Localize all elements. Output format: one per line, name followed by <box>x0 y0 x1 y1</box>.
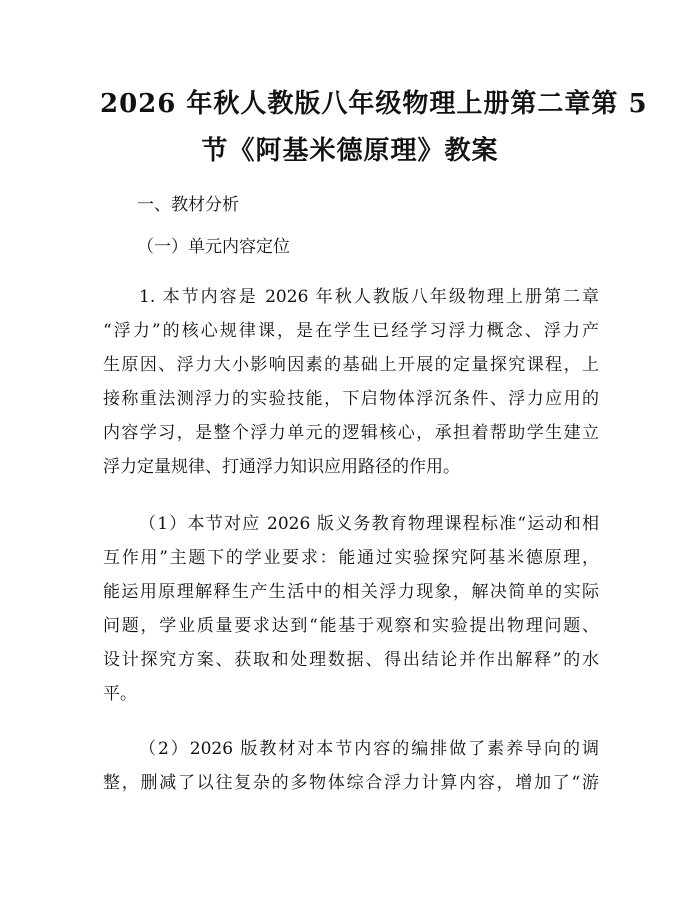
paragraph-line: （1）本节对应 2026 版义务教育物理课程标准“运动和相 <box>139 514 599 534</box>
paragraph-line: 整，删减了以往复杂的多物体综合浮力计算内容，增加了“游 <box>103 773 599 793</box>
subsection-heading: （一）单元内容定位 <box>137 237 290 257</box>
paragraph-line: “浮力”的核心规律课，是在学生已经学习浮力概念、浮力产 <box>103 321 599 341</box>
paragraph-1 <box>103 280 599 484</box>
paragraph-line: 接称重法测浮力的实验技能，下启物体浮沉条件、浮力应用的 <box>103 389 599 409</box>
paragraph-line: 能运用原理解释生产生活中的相关浮力现象，解决简单的实际 <box>103 582 599 602</box>
section-heading: 一、教材分析 <box>137 195 239 215</box>
paragraph-line: 内容学习，是整个浮力单元的逻辑核心，承担着帮助学生建立 <box>103 423 599 443</box>
document-title-line-2: 节《阿基米德原理》教案 <box>201 136 499 166</box>
paragraph-2 <box>103 507 599 711</box>
paragraph-line: 生原因、浮力大小影响因素的基础上开展的定量探究课程，上 <box>103 355 599 375</box>
paragraph-line: 平。 <box>103 684 137 704</box>
paragraph-line: （2）2026 版教材对本节内容的编排做了素养导向的调 <box>139 739 599 759</box>
paragraph-line: 1. 本节内容是 2026 年秋人教版八年级物理上册第二章 <box>139 287 599 307</box>
paragraph-3 <box>103 732 599 800</box>
paragraph-line: 问题，学业质量要求达到“能基于观察和实验提出物理问题、 <box>103 616 599 636</box>
document-title-line-1: 2026 年秋人教版八年级物理上册第二章第 5 <box>100 89 648 119</box>
paragraph-line: 互作用”主题下的学业要求：能通过实验探究阿基米德原理， <box>103 548 599 568</box>
paragraph-line: 设计探究方案、获取和处理数据、得出结论并作出解释”的水 <box>103 650 599 670</box>
paragraph-line: 浮力定量规律、打通浮力知识应用路径的作用。 <box>103 457 460 477</box>
